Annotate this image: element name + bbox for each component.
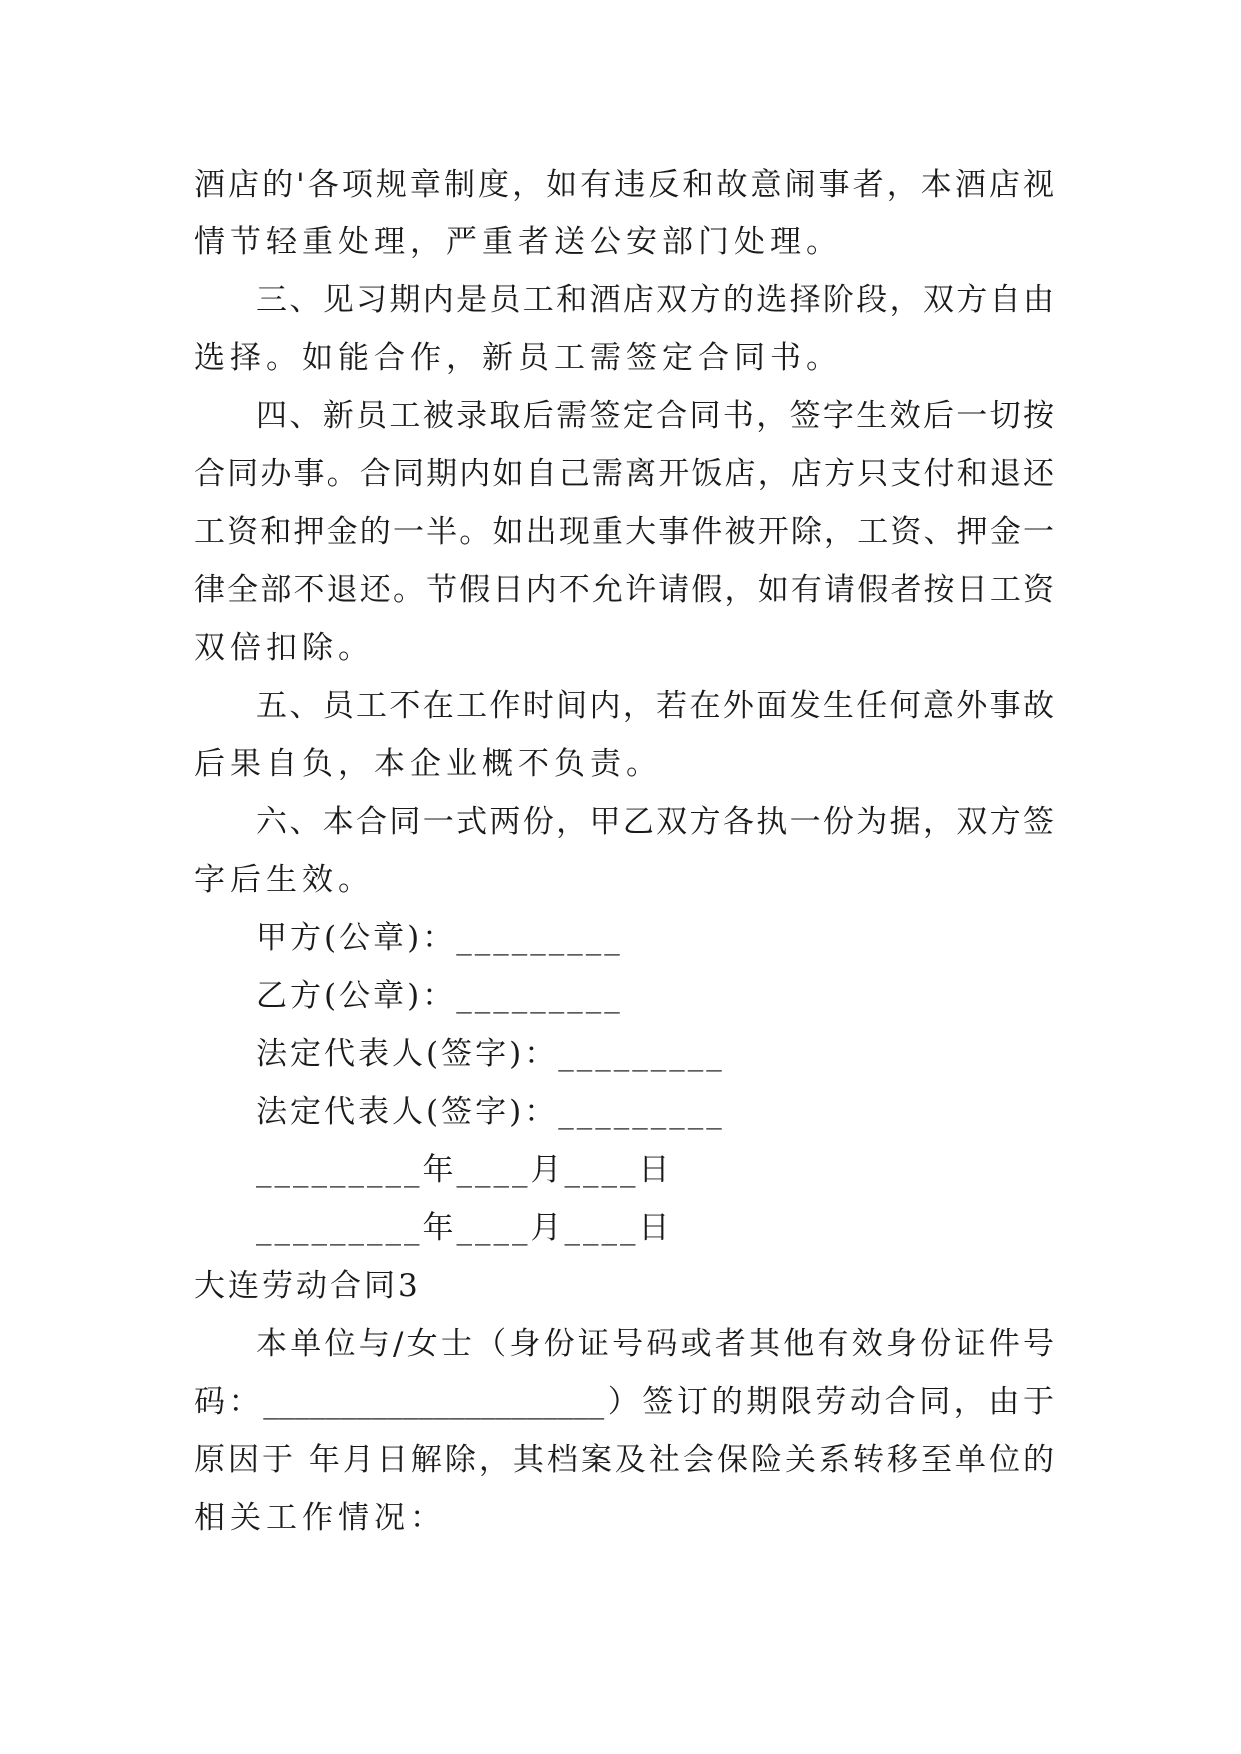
paragraph-line: 原因于 年月日解除，其档案及社会保险关系转移至单位的 [194, 1442, 1054, 1478]
clause-6-line: 六、本合同一式两份，甲乙双方各执一份为据，双方签 [256, 804, 1054, 840]
legal-rep-signature-field: 法定代表人(签字)：_________ [256, 1036, 725, 1072]
clause-5-line: 后果自负，本企业概不负责。 [194, 746, 662, 782]
paragraph-line: 码：______________________）签订的期限劳动合同，由于 [194, 1384, 1054, 1420]
paragraph-line: 酒店的'各项规章制度，如有违反和故意闹事者，本酒店视 [194, 167, 1054, 203]
clause-6-line: 字后生效。 [194, 862, 374, 898]
clause-4-line: 工资和押金的一半。如出现重大事件被开除，工资、押金一 [194, 514, 1054, 550]
party-a-seal-field: 甲方(公章)：_________ [256, 920, 623, 956]
paragraph-line: 相关工作情况： [194, 1500, 446, 1536]
paragraph-line: 情节轻重处理，严重者送公安部门处理。 [194, 224, 842, 260]
party-b-seal-field: 乙方(公章)：_________ [256, 978, 623, 1014]
clause-4-line: 合同办事。合同期内如自己需离开饭店，店方只支付和退还 [194, 456, 1054, 492]
clause-4-line: 律全部不退还。节假日内不允许请假，如有请假者按日工资 [194, 572, 1054, 608]
paragraph-line: 本单位与/女士（身份证号码或者其他有效身份证件号 [256, 1326, 1054, 1362]
date-field: _________年____月____日 [256, 1210, 673, 1246]
clause-3-line: 选择。如能合作，新员工需签定合同书。 [194, 340, 842, 376]
date-field: _________年____月____日 [256, 1152, 673, 1188]
clause-5-line: 五、员工不在工作时间内，若在外面发生任何意外事故 [256, 688, 1054, 724]
clause-3-line: 三、见习期内是员工和酒店双方的选择阶段，双方自由 [256, 282, 1054, 318]
clause-4-line: 双倍扣除。 [194, 630, 374, 666]
legal-rep-signature-field: 法定代表人(签字)：_________ [256, 1094, 725, 1130]
clause-4-line: 四、新员工被录取后需签定合同书，签字生效后一切按 [256, 398, 1054, 434]
section-heading: 大连劳动合同3 [194, 1268, 421, 1304]
